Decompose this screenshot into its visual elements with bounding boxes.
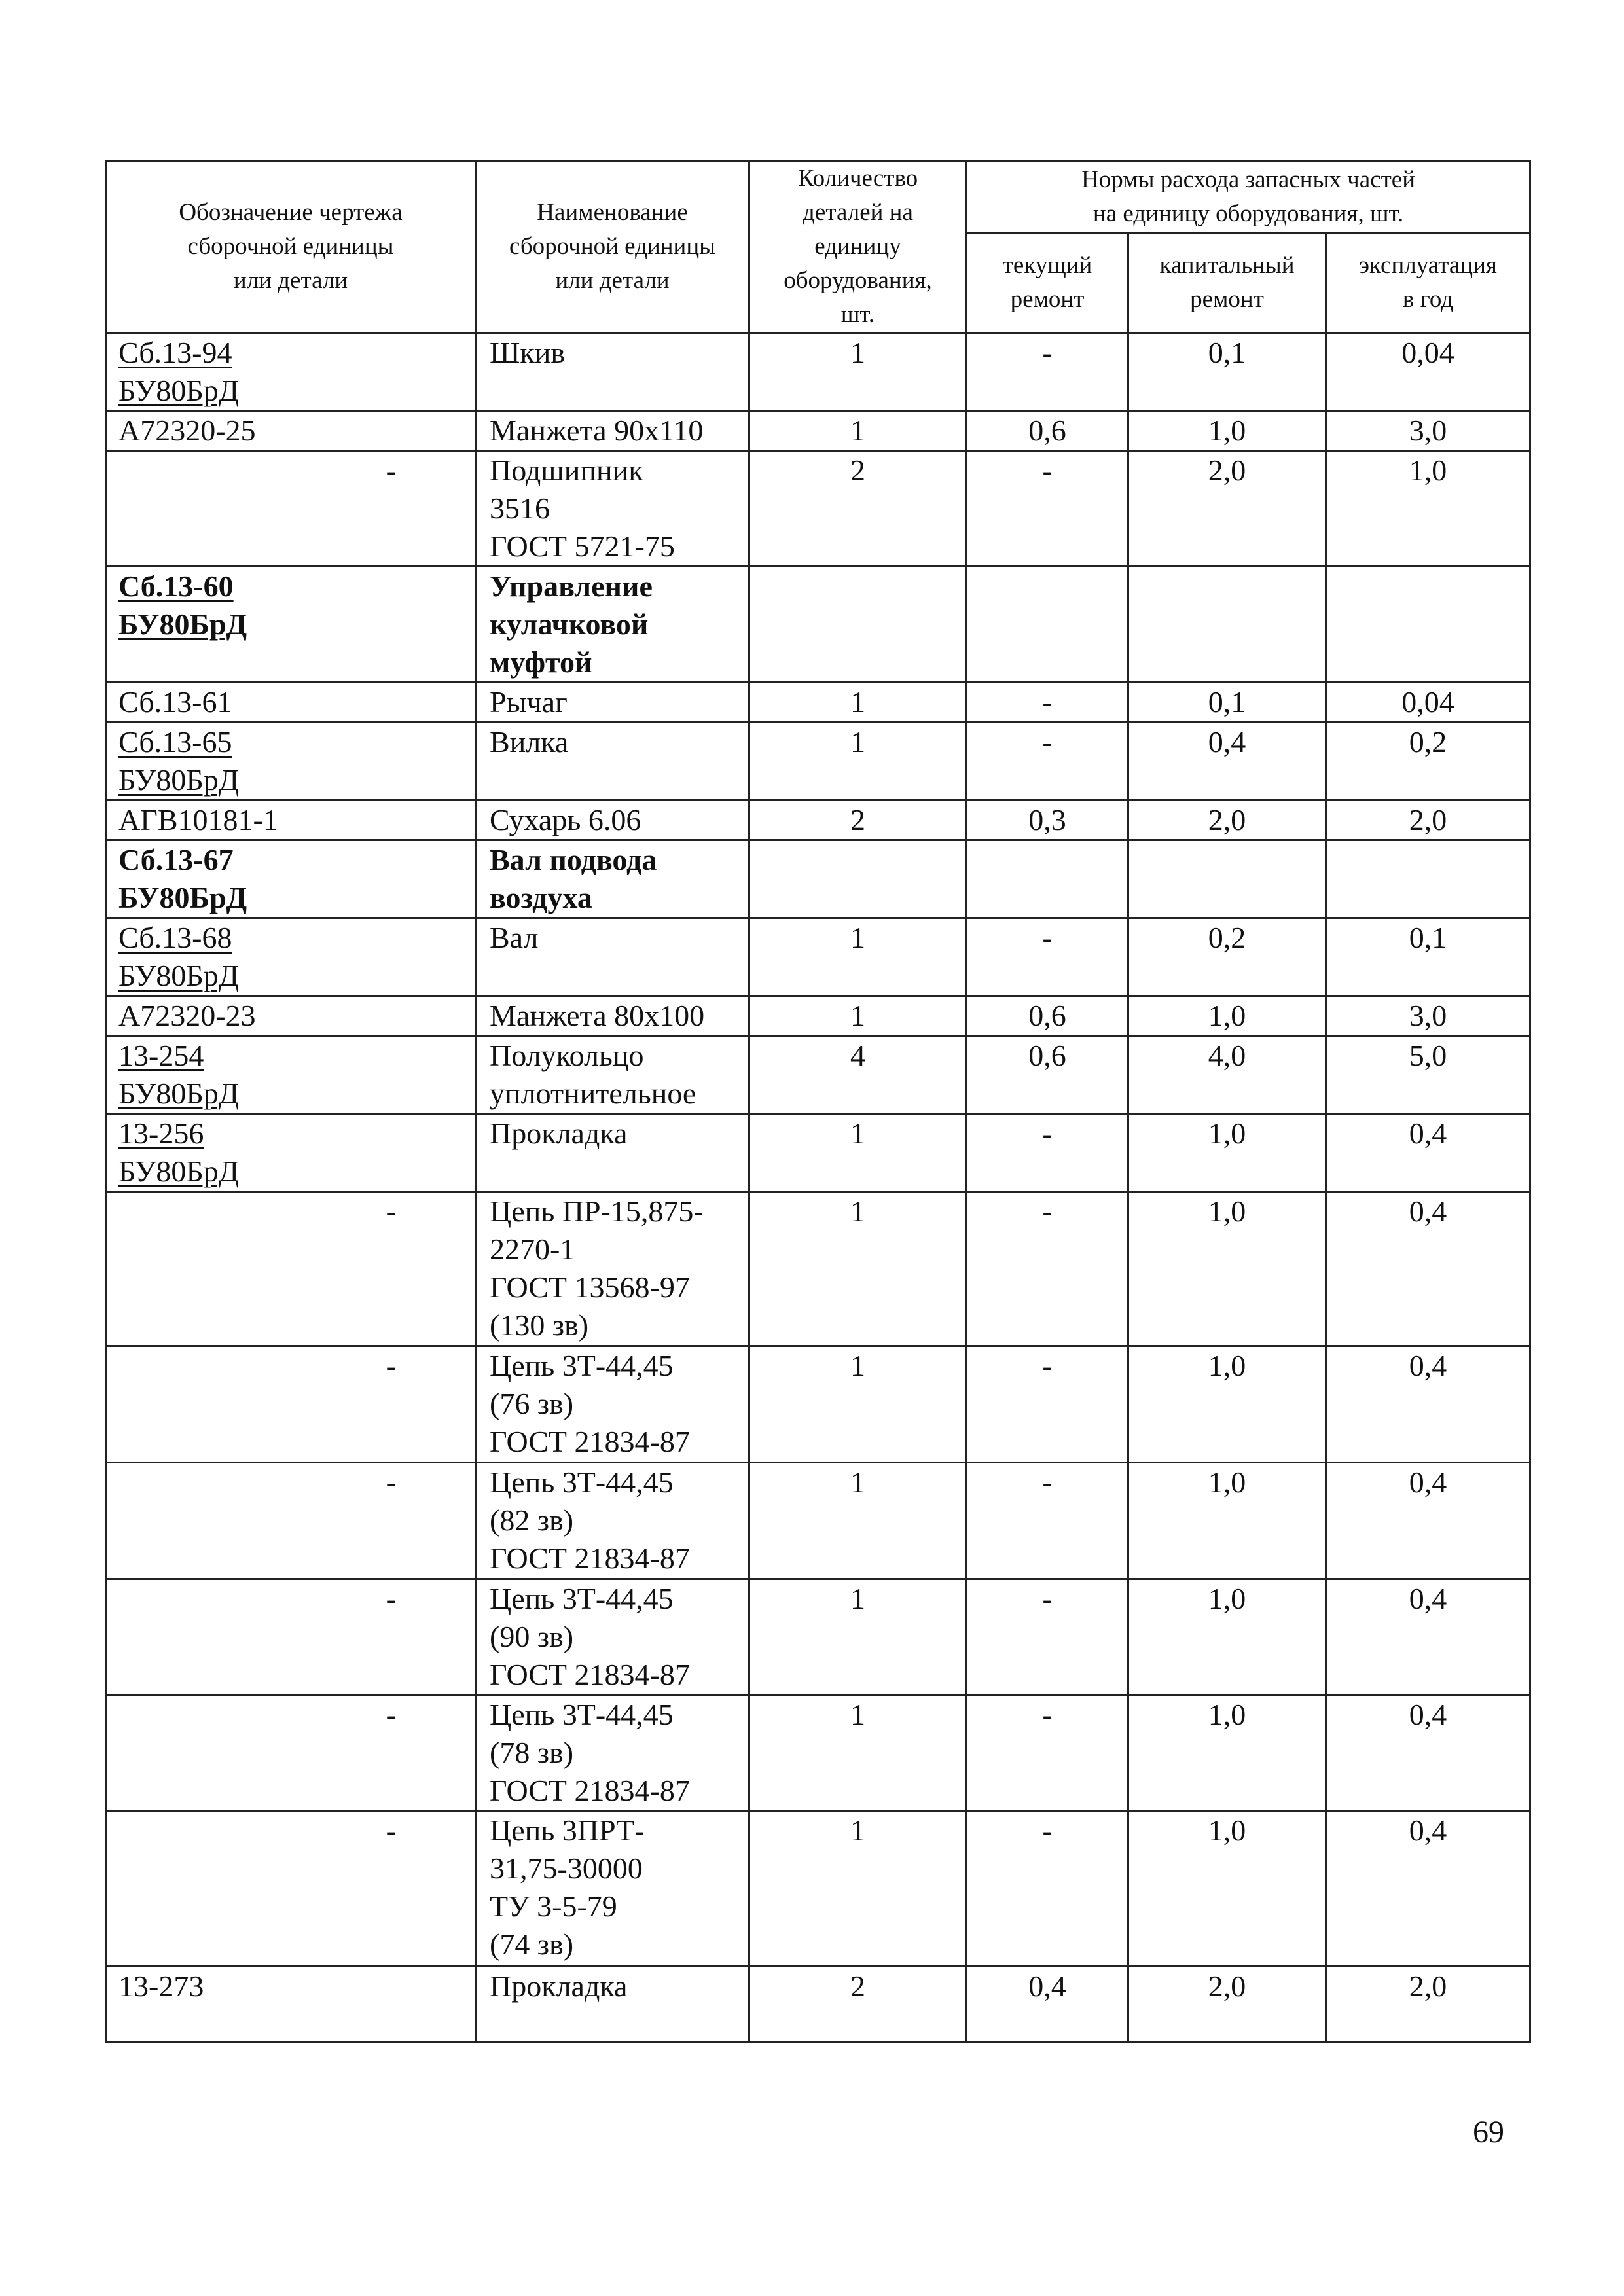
header-drawing-designation: Обозначение чертежа сборочной единицы или детали — [106, 161, 476, 333]
operation-cell: 3,0 — [1326, 996, 1530, 1036]
name-cell: Вал подвода воздуха — [476, 840, 749, 918]
table-row — [106, 1967, 1530, 2043]
operation-cell: 0,4 — [1326, 1346, 1530, 1463]
name-cell: Прокладка — [476, 1967, 749, 2043]
current-repair-cell: 0,4 — [967, 1967, 1128, 2043]
current-repair-cell: - — [967, 1114, 1128, 1192]
drawing-cell: 13-254 БУ80БрД — [106, 1036, 476, 1114]
capital-repair-cell: 4,0 — [1128, 1036, 1326, 1114]
drawing-cell: Сб.13-65 БУ80БрД — [106, 723, 476, 800]
table-row — [106, 333, 1530, 411]
current-repair-cell: - — [967, 451, 1128, 567]
drawing-cell: Сб.13-67 БУ80БрД — [106, 840, 476, 918]
name-cell: Манжета 80х100 — [476, 996, 749, 1036]
name-cell: Полукольцо уплотнительное — [476, 1036, 749, 1114]
table-row — [106, 683, 1530, 723]
header-assembly-name: Наименование сборочной единицы или детали — [476, 161, 749, 333]
name-cell: Вал — [476, 918, 749, 996]
drawing-cell: 13-256 БУ80БрД — [106, 1114, 476, 1192]
qty-cell: 1 — [749, 683, 967, 723]
table-row — [106, 723, 1530, 800]
table-row — [106, 451, 1530, 567]
qty-cell: 1 — [749, 1346, 967, 1463]
qty-cell: 1 — [749, 996, 967, 1036]
operation-cell: 0,4 — [1326, 1463, 1530, 1579]
operation-cell: 1,0 — [1326, 451, 1530, 567]
current-repair-cell — [967, 840, 1128, 918]
name-cell: Цепь 3Т-44,45 (78 зв) ГОСТ 21834-87 — [476, 1695, 749, 1811]
name-cell: Цепь 3Т-44,45 (76 зв) ГОСТ 21834-87 — [476, 1346, 749, 1463]
table-row — [106, 1695, 1530, 1811]
qty-cell: 1 — [749, 1811, 967, 1967]
capital-repair-cell: 0,2 — [1128, 918, 1326, 996]
header-current-repair: текущий ремонт — [967, 233, 1128, 333]
qty-cell: 1 — [749, 1192, 967, 1346]
table-row — [106, 996, 1530, 1036]
current-repair-cell: - — [967, 333, 1128, 411]
table-row — [106, 1579, 1530, 1695]
current-repair-cell: 0,6 — [967, 996, 1128, 1036]
operation-cell — [1326, 567, 1530, 683]
operation-cell: 3,0 — [1326, 411, 1530, 451]
header-parts-quantity: Количество деталей на единицу оборудования, шт. — [749, 161, 967, 333]
drawing-cell: - — [106, 1811, 476, 1967]
current-repair-cell: 0,3 — [967, 800, 1128, 840]
current-repair-cell: - — [967, 1463, 1128, 1579]
capital-repair-cell: 1,0 — [1128, 1346, 1326, 1463]
current-repair-cell: 0,6 — [967, 411, 1128, 451]
capital-repair-cell: 1,0 — [1128, 411, 1326, 451]
qty-cell: 1 — [749, 723, 967, 800]
capital-repair-cell: 1,0 — [1128, 996, 1326, 1036]
name-cell: Манжета 90х110 — [476, 411, 749, 451]
qty-cell: 1 — [749, 1695, 967, 1811]
drawing-cell: Сб.13-61 — [106, 683, 476, 723]
current-repair-cell: - — [967, 1579, 1128, 1695]
capital-repair-cell: 0,1 — [1128, 333, 1326, 411]
qty-cell: 2 — [749, 1967, 967, 2043]
current-repair-cell: - — [967, 1346, 1128, 1463]
capital-repair-cell — [1128, 840, 1326, 918]
operation-cell: 0,04 — [1326, 683, 1530, 723]
page-number: 69 — [1473, 2115, 1504, 2149]
qty-cell — [749, 567, 967, 683]
operation-cell: 0,4 — [1326, 1695, 1530, 1811]
qty-cell — [749, 840, 967, 918]
current-repair-cell: - — [967, 1695, 1128, 1811]
name-cell: Подшипник 3516 ГОСТ 5721-75 — [476, 451, 749, 567]
table-row — [106, 800, 1530, 840]
capital-repair-cell: 1,0 — [1128, 1811, 1326, 1967]
qty-cell: 2 — [749, 451, 967, 567]
current-repair-cell: - — [967, 1811, 1128, 1967]
table-row — [106, 1346, 1530, 1463]
operation-cell: 0,04 — [1326, 333, 1530, 411]
current-repair-cell: - — [967, 723, 1128, 800]
table-row — [106, 567, 1530, 683]
capital-repair-cell: 2,0 — [1128, 451, 1326, 567]
capital-repair-cell: 0,4 — [1128, 723, 1326, 800]
qty-cell: 1 — [749, 411, 967, 451]
drawing-cell: - — [106, 451, 476, 567]
name-cell: Управление кулачковой муфтой — [476, 567, 749, 683]
drawing-cell: - — [106, 1579, 476, 1695]
current-repair-cell — [967, 567, 1128, 683]
qty-cell: 1 — [749, 333, 967, 411]
qty-cell: 1 — [749, 1114, 967, 1192]
operation-cell: 0,2 — [1326, 723, 1530, 800]
current-repair-cell: - — [967, 683, 1128, 723]
drawing-cell: 13-273 — [106, 1967, 476, 2043]
drawing-cell: А72320-23 — [106, 996, 476, 1036]
table-row — [106, 1036, 1530, 1114]
capital-repair-cell: 2,0 — [1128, 1967, 1326, 2043]
capital-repair-cell: 1,0 — [1128, 1114, 1326, 1192]
name-cell: Цепь 3Т-44,45 (90 зв) ГОСТ 21834-87 — [476, 1579, 749, 1695]
table-row — [106, 840, 1530, 918]
drawing-cell: Сб.13-60 БУ80БрД — [106, 567, 476, 683]
table-row — [106, 1463, 1530, 1579]
drawing-cell: - — [106, 1463, 476, 1579]
table-row — [106, 918, 1530, 996]
qty-cell: 1 — [749, 918, 967, 996]
table-row — [106, 1192, 1530, 1346]
name-cell: Сухарь 6.06 — [476, 800, 749, 840]
current-repair-cell: - — [967, 918, 1128, 996]
operation-cell: 0,1 — [1326, 918, 1530, 996]
drawing-cell: А72320-25 — [106, 411, 476, 451]
operation-cell: 0,4 — [1326, 1114, 1530, 1192]
name-cell: Цепь ПР-15,875- 2270-1 ГОСТ 13568-97 (130 зв) — [476, 1192, 749, 1346]
name-cell: Прокладка — [476, 1114, 749, 1192]
current-repair-cell: - — [967, 1192, 1128, 1346]
qty-cell: 1 — [749, 1463, 967, 1579]
drawing-cell: - — [106, 1192, 476, 1346]
drawing-cell: Сб.13-94 БУ80БрД — [106, 333, 476, 411]
capital-repair-cell: 1,0 — [1128, 1579, 1326, 1695]
operation-cell: 0,4 — [1326, 1811, 1530, 1967]
qty-cell: 2 — [749, 800, 967, 840]
drawing-cell: - — [106, 1695, 476, 1811]
table-row — [106, 1114, 1530, 1192]
name-cell: Рычаг — [476, 683, 749, 723]
operation-cell — [1326, 840, 1530, 918]
operation-cell: 0,4 — [1326, 1579, 1530, 1695]
drawing-cell: - — [106, 1346, 476, 1463]
spare-parts-table — [105, 160, 1531, 2043]
header-annual-operation: эксплуатация в год — [1326, 233, 1530, 333]
operation-cell: 2,0 — [1326, 1967, 1530, 2043]
name-cell: Шкив — [476, 333, 749, 411]
capital-repair-cell: 1,0 — [1128, 1695, 1326, 1811]
qty-cell: 4 — [749, 1036, 967, 1114]
capital-repair-cell: 2,0 — [1128, 800, 1326, 840]
capital-repair-cell: 1,0 — [1128, 1192, 1326, 1346]
operation-cell: 2,0 — [1326, 800, 1530, 840]
table-row — [106, 411, 1530, 451]
table-row — [106, 1811, 1530, 1967]
header-capital-repair: капитальный ремонт — [1128, 233, 1326, 333]
drawing-cell: Сб.13-68 БУ80БрД — [106, 918, 476, 996]
name-cell: Цепь 3ПРТ- 31,75-30000 ТУ 3-5-79 (74 зв) — [476, 1811, 749, 1967]
operation-cell: 5,0 — [1326, 1036, 1530, 1114]
name-cell: Цепь 3Т-44,45 (82 зв) ГОСТ 21834-87 — [476, 1463, 749, 1579]
name-cell: Вилка — [476, 723, 749, 800]
drawing-cell: АГВ10181-1 — [106, 800, 476, 840]
capital-repair-cell: 0,1 — [1128, 683, 1326, 723]
table-body — [106, 333, 1530, 2043]
qty-cell: 1 — [749, 1579, 967, 1695]
header-consumption-norms: Нормы расхода запасных частей на единицу оборудования, шт. — [967, 161, 1530, 233]
capital-repair-cell: 1,0 — [1128, 1463, 1326, 1579]
current-repair-cell: 0,6 — [967, 1036, 1128, 1114]
operation-cell: 0,4 — [1326, 1192, 1530, 1346]
capital-repair-cell — [1128, 567, 1326, 683]
